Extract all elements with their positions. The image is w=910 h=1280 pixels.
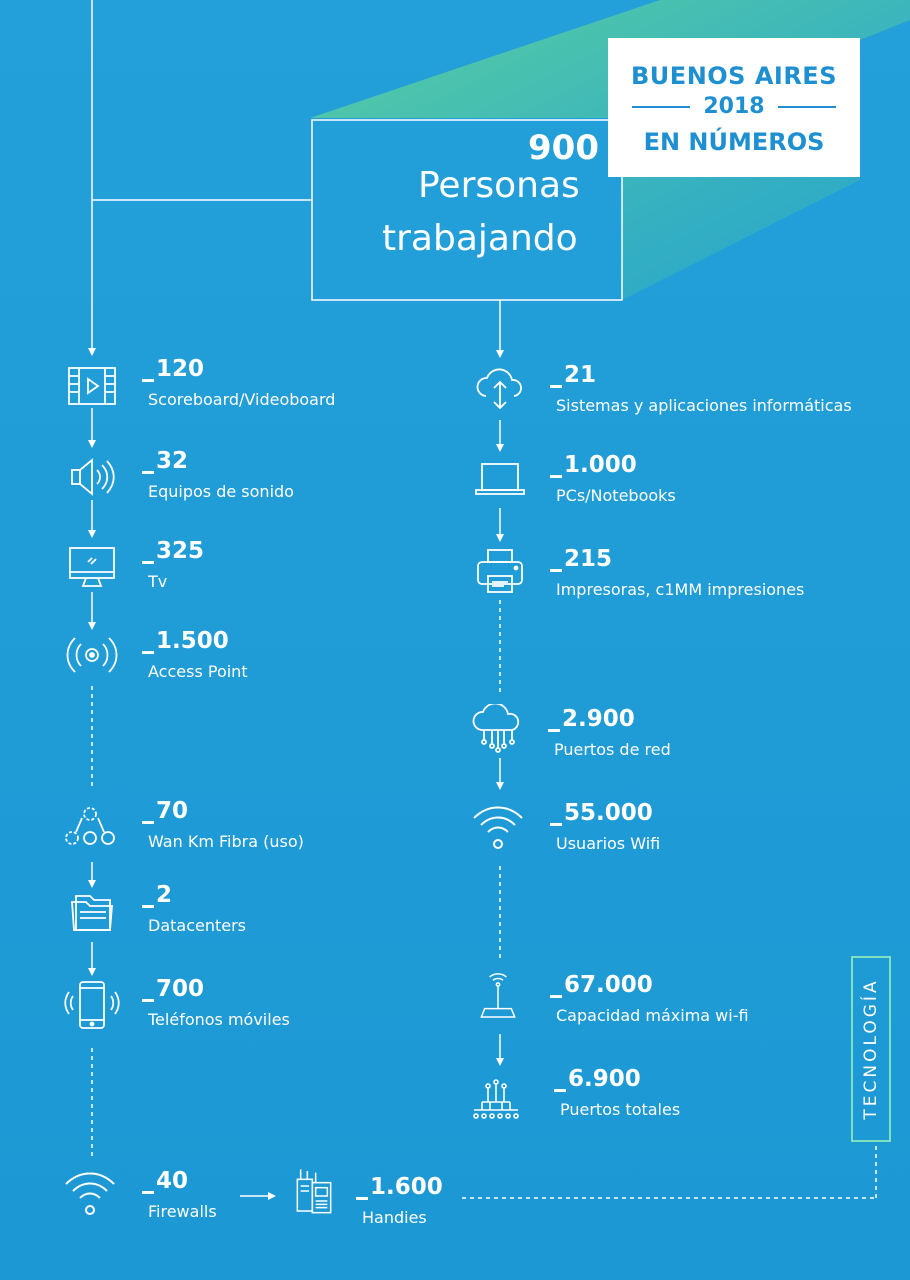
stat-number: 2 xyxy=(148,882,246,908)
title-line-2 xyxy=(608,94,860,119)
stat-firewalls xyxy=(148,1168,217,1222)
stat-network-ports xyxy=(554,706,671,760)
stat-number: 70 xyxy=(148,798,304,824)
stat-label: Wan Km Fibra (uso) xyxy=(148,832,304,851)
stat-number: 215 xyxy=(556,546,804,572)
antenna-icon xyxy=(470,972,526,1022)
stat-number: 2.900 xyxy=(554,706,671,732)
stat-sound xyxy=(148,448,294,502)
hero-number: 900 xyxy=(528,128,599,168)
stat-number: 67.000 xyxy=(556,972,749,998)
laptop-icon xyxy=(472,456,528,506)
stat-label: Usuarios Wifi xyxy=(556,834,661,853)
title-badge xyxy=(608,38,860,177)
printer-icon xyxy=(472,546,528,596)
folder-icon xyxy=(66,886,122,936)
title-rule-right xyxy=(778,106,836,108)
speaker-icon xyxy=(64,452,120,502)
access-point-icon xyxy=(64,630,120,680)
stat-number: 1.000 xyxy=(556,452,676,478)
radio-icon xyxy=(286,1166,342,1216)
stat-datacenters xyxy=(148,882,246,936)
stat-number: 700 xyxy=(148,976,290,1002)
stat-label: Impresoras, c1MM impresiones xyxy=(556,580,805,599)
stat-label: Equipos de sonido xyxy=(148,482,294,501)
wifi-icon xyxy=(62,1170,118,1220)
stat-phones xyxy=(148,976,290,1030)
stat-label: Datacenters xyxy=(148,916,247,935)
stat-printers xyxy=(556,546,804,600)
stat-access-point xyxy=(148,628,248,682)
cloud-sync-icon xyxy=(472,362,528,412)
stat-scoreboard xyxy=(148,356,335,410)
stat-label: Puertos totales xyxy=(560,1100,681,1119)
stat-label: Access Point xyxy=(148,662,248,681)
stat-number: 120 xyxy=(148,356,335,382)
stat-number: 6.900 xyxy=(560,1066,680,1092)
stat-pcs xyxy=(556,452,676,506)
hero-label-line-2: trabajando xyxy=(382,218,578,259)
stat-number: 1.500 xyxy=(148,628,248,654)
stat-wifi-capacity xyxy=(556,972,749,1026)
title-rule-left xyxy=(632,106,690,108)
stat-fiber xyxy=(148,798,304,852)
stat-label: Scoreboard/Videoboard xyxy=(148,390,336,409)
stat-label: PCs/Notebooks xyxy=(556,486,676,505)
stat-wifi-users xyxy=(556,800,660,854)
title-year: 2018 xyxy=(703,94,765,119)
stat-label: Tv xyxy=(148,572,168,591)
category-tag xyxy=(851,956,891,1142)
stat-label: Handies xyxy=(362,1208,427,1227)
stat-number: 325 xyxy=(148,538,204,564)
stat-handies xyxy=(362,1174,443,1228)
video-icon xyxy=(64,362,120,412)
stat-number: 55.000 xyxy=(556,800,660,826)
wifi-icon xyxy=(470,804,526,854)
ports-icon xyxy=(468,1076,524,1126)
stat-total-ports xyxy=(560,1066,680,1120)
stat-label: Firewalls xyxy=(148,1202,217,1221)
stat-number: 32 xyxy=(148,448,294,474)
title-line-1: BUENOS AIRES xyxy=(631,62,837,90)
cloud-network-icon xyxy=(470,704,526,754)
stat-number: 21 xyxy=(556,362,852,388)
stat-label: Capacidad máxima wi-fi xyxy=(556,1006,749,1025)
stat-number: 40 xyxy=(148,1168,217,1194)
stat-label: Puertos de red xyxy=(554,740,671,759)
stat-label: Sistemas y aplicaciones informáticas xyxy=(556,396,852,415)
stat-tv xyxy=(148,538,204,592)
stat-label: Teléfonos móviles xyxy=(148,1010,290,1029)
monitor-icon xyxy=(64,542,120,592)
category-label: TECNOLOGÍA xyxy=(861,978,881,1120)
title-line-3: EN NÚMEROS xyxy=(643,128,825,156)
hero-label-line-1: Personas xyxy=(418,165,580,206)
phone-icon xyxy=(64,980,120,1030)
stat-number: 1.600 xyxy=(362,1174,443,1200)
network-icon xyxy=(62,804,118,854)
stat-systems xyxy=(556,362,852,416)
